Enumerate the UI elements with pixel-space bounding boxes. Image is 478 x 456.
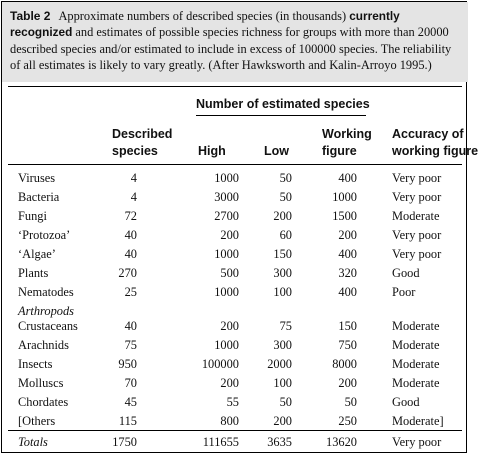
cell-working: 1500 (332, 209, 357, 223)
cell-group: Nematodes (18, 285, 74, 299)
cell-described: 40 (124, 228, 137, 242)
cell-group: [Others (18, 414, 56, 428)
cell-described: 270 (118, 266, 137, 280)
cell-described: 115 (118, 414, 137, 428)
cell-high: 1000 (214, 171, 239, 185)
cell-low: 300 (273, 266, 292, 280)
cell-described: 25 (124, 285, 137, 299)
top-rule (8, 86, 462, 87)
cell-accuracy: Moderate] (392, 414, 444, 428)
cell-working: 400 (338, 247, 357, 261)
caption-intro: Approximate numbers of described species (in thousands) (58, 9, 347, 23)
cell-working: 400 (338, 285, 357, 299)
cell-working: 200 (338, 376, 357, 390)
cell-working: 400 (338, 171, 357, 185)
cell-group: Molluscs (18, 376, 64, 390)
col-working-line1: Working (322, 127, 372, 141)
cell-accuracy: Very poor (392, 190, 442, 204)
cell-low: 3635 (267, 435, 292, 449)
cell-low: 200 (273, 209, 292, 223)
cell-group: Bacteria (18, 190, 60, 204)
cell-high: 55 (226, 395, 239, 409)
cell-group: Totals (18, 435, 48, 449)
col-described-line1: Described (112, 127, 173, 141)
cell-high: 200 (220, 319, 239, 333)
cell-described: 1750 (112, 435, 137, 449)
cell-described: 70 (124, 376, 137, 390)
cell-group: ‘Protozoa’ (18, 228, 71, 242)
caption-rest: and estimates of possible species richness for groups with more than 20000 described species and/or estimated to include in excess of 100000 species. The reliability of all estimates is likely to vary greatly. (After Hawksworth and Kalin-Arroyo 1995.) (10, 25, 452, 73)
table-caption (10, 8, 462, 74)
cell-accuracy: Moderate (392, 338, 440, 352)
cell-high: 111655 (202, 435, 239, 449)
cell-accuracy: Very poor (392, 171, 442, 185)
cell-group: Viruses (18, 171, 56, 185)
cell-low: 150 (273, 247, 292, 261)
cell-high: 1000 (214, 247, 239, 261)
col-working-line2: figure (322, 144, 357, 158)
cell-high: 100000 (201, 357, 239, 371)
cell-accuracy: Moderate (392, 209, 440, 223)
cell-high: 3000 (214, 190, 239, 204)
header-rule (8, 164, 462, 165)
cell-low: 50 (279, 171, 292, 185)
cell-working: 13620 (326, 435, 357, 449)
cell-working: 1000 (332, 190, 357, 204)
cell-accuracy: Moderate (392, 376, 440, 390)
caption-bold: currently recognized (10, 9, 400, 40)
cell-low: 50 (279, 190, 292, 204)
cell-working: 200 (338, 228, 357, 242)
col-accuracy-line2: working figure (392, 144, 478, 158)
cell-described: 40 (124, 247, 137, 261)
cell-working: 320 (338, 266, 357, 280)
subgroup-label: Arthropods (18, 304, 74, 318)
cell-high: 500 (220, 266, 239, 280)
cell-low: 200 (273, 414, 292, 428)
cell-high: 200 (220, 376, 239, 390)
group-header: Number of estimated species (196, 97, 370, 111)
cell-working: 750 (338, 338, 357, 352)
col-high: High (198, 144, 226, 158)
cell-group: Insects (18, 357, 53, 371)
cell-accuracy: Very poor (392, 247, 442, 261)
cell-high: 1000 (214, 338, 239, 352)
table-frame (1, 1, 478, 453)
cell-high: 200 (220, 228, 239, 242)
cell-low: 300 (273, 338, 292, 352)
cell-group: ‘Algae’ (18, 247, 56, 261)
cell-working: 150 (338, 319, 357, 333)
cell-working: 250 (338, 414, 357, 428)
cell-accuracy: Poor (392, 285, 416, 299)
cell-described: 75 (124, 338, 137, 352)
cell-group: Chordates (18, 395, 69, 409)
col-described-line2: species (112, 144, 158, 158)
cell-low: 75 (279, 319, 292, 333)
cell-accuracy: Moderate (392, 357, 440, 371)
cell-low: 100 (273, 376, 292, 390)
cell-high: 2700 (214, 209, 239, 223)
cell-group: Fungi (18, 209, 47, 223)
cell-group: Crustaceans (18, 319, 78, 333)
col-low: Low (264, 144, 289, 158)
cell-low: 60 (279, 228, 292, 242)
cell-working: 8000 (332, 357, 357, 371)
cell-described: 40 (124, 319, 137, 333)
cell-described: 72 (124, 209, 137, 223)
cell-accuracy: Very poor (392, 228, 442, 242)
cell-described: 950 (118, 357, 137, 371)
cell-low: 2000 (267, 357, 292, 371)
totals-rule (8, 430, 462, 431)
col-accuracy-line1: Accuracy of (392, 127, 464, 141)
cell-accuracy: Good (392, 395, 420, 409)
cell-high: 800 (220, 414, 239, 428)
cell-accuracy: Moderate (392, 319, 440, 333)
cell-low: 100 (273, 285, 292, 299)
cell-described: 4 (130, 171, 137, 185)
cell-accuracy: Very poor (392, 435, 442, 449)
cell-described: 45 (124, 395, 137, 409)
cell-high: 1000 (214, 285, 239, 299)
table-label: Table 2 (10, 9, 51, 23)
cell-working: 50 (344, 395, 357, 409)
cell-low: 50 (279, 395, 292, 409)
cell-accuracy: Good (392, 266, 420, 280)
cell-group: Arachnids (18, 338, 69, 352)
cell-described: 4 (130, 190, 137, 204)
cell-group: Plants (18, 266, 49, 280)
group-header-rule (196, 115, 366, 116)
